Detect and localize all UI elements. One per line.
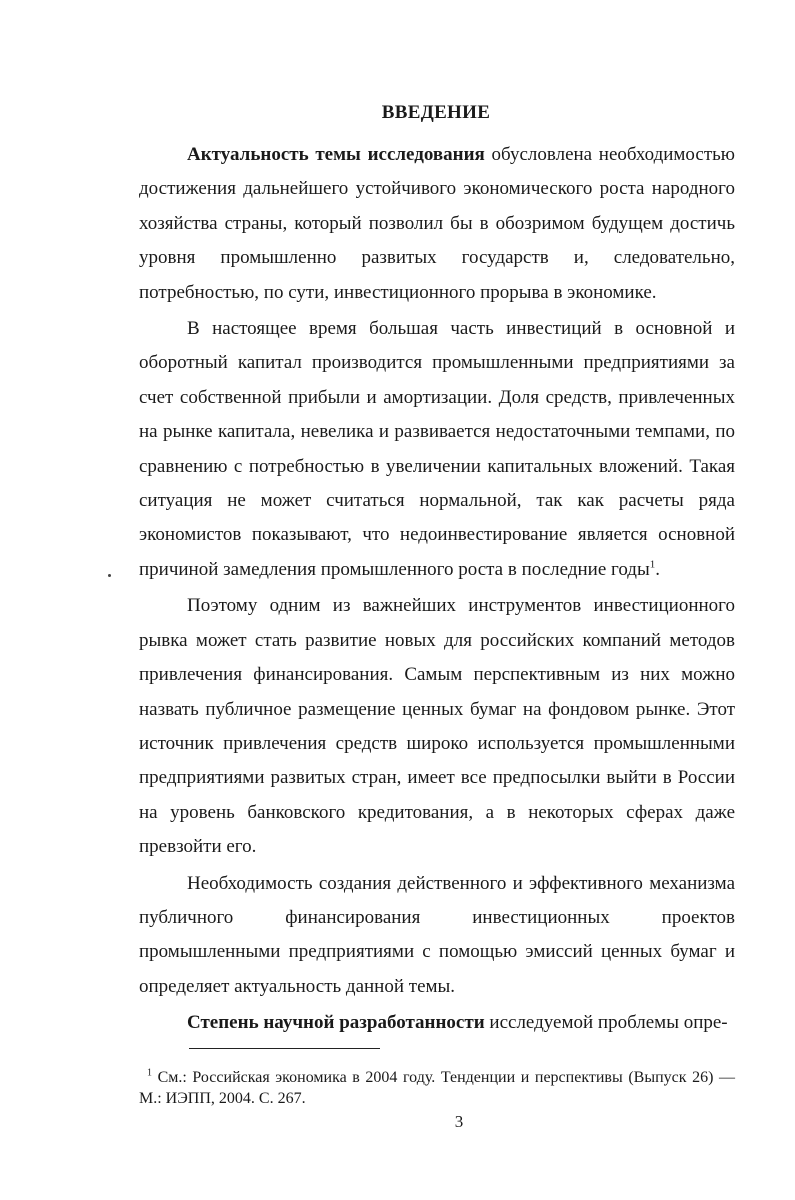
scan-speck xyxy=(108,574,111,577)
paragraph-relevance xyxy=(139,138,735,310)
paragraph-investments xyxy=(139,312,735,587)
footnote-marker: 1 xyxy=(147,1067,152,1079)
bold-lead-relevance: Актуальность темы исследования xyxy=(187,144,485,165)
paragraph-instruments xyxy=(139,589,735,864)
page-title: ВВЕДЕНИЕ xyxy=(381,102,491,123)
paragraph-degree-text: исследуемой проблемы опре- xyxy=(484,1012,728,1034)
bold-lead-degree: Степень научной разработанности xyxy=(187,1012,485,1034)
footnote-divider xyxy=(189,1048,380,1049)
footnote-text: См.: Российская экономика в 2004 году. Тенденции и перспективы (Выпуск 26) — М.: ИЭПП, 2004. С. 267. xyxy=(139,1069,735,1107)
paragraph-necessity xyxy=(139,867,735,1005)
footnote xyxy=(139,1067,735,1109)
paragraph-relevance-text: обусловлена необходимостью достижения дальнейшего устойчивого экономического роста народного хозяйства страны, который позволил бы в обозримом будущем достичь уровня промышленно развитых государств и, следовательно, потребностью, по сути, инвестиционного прорыва в экономике. xyxy=(139,144,736,303)
footnote-reference: 1 xyxy=(649,558,656,571)
paragraph-instruments-text: Поэтому одним из важнейших инструментов инвестиционного рывка может стать развитие новых для российских компаний методов привлечения финансирования. Самым перспективным из них можно назвать публичное размещение ценных бумаг на фондовом рынке. Этот источник привлечения средств широко используется промышленными предприятиями развитых стран, имеет все предпосылки выйти в России на уровень банковского кредитования, а в некоторых сферах даже превзойти его. xyxy=(139,595,735,858)
paragraph-investments-tail: . xyxy=(655,558,660,580)
paragraph-investments-text: В настоящее время большая часть инвестиций в основной и оборотный капитал производится промышленными предприятиями за счет собственной прибыли и амортизации. Доля средств, привлеченных на рынке капитала, невелика и развивается недостаточными темпами, по сравнению с потребностью в увеличении капитальных вложений. Такая ситуация не может считаться нормальной, так как расчеты ряда экономистов показывают, что недоинвестирование является основной причиной замедления промышленного роста в последние годы xyxy=(139,318,735,580)
paragraph-necessity-text: Необходимость создания действенного и эффективного механизма публичного финансирования инвестиционных проектов промышленными предприятиями с помощью эмиссий ценных бумаг и определяет актуальность данной темы. xyxy=(139,872,735,997)
body-text xyxy=(139,138,735,1041)
paragraph-degree xyxy=(139,1006,735,1040)
page-number: 3 xyxy=(454,1112,464,1131)
